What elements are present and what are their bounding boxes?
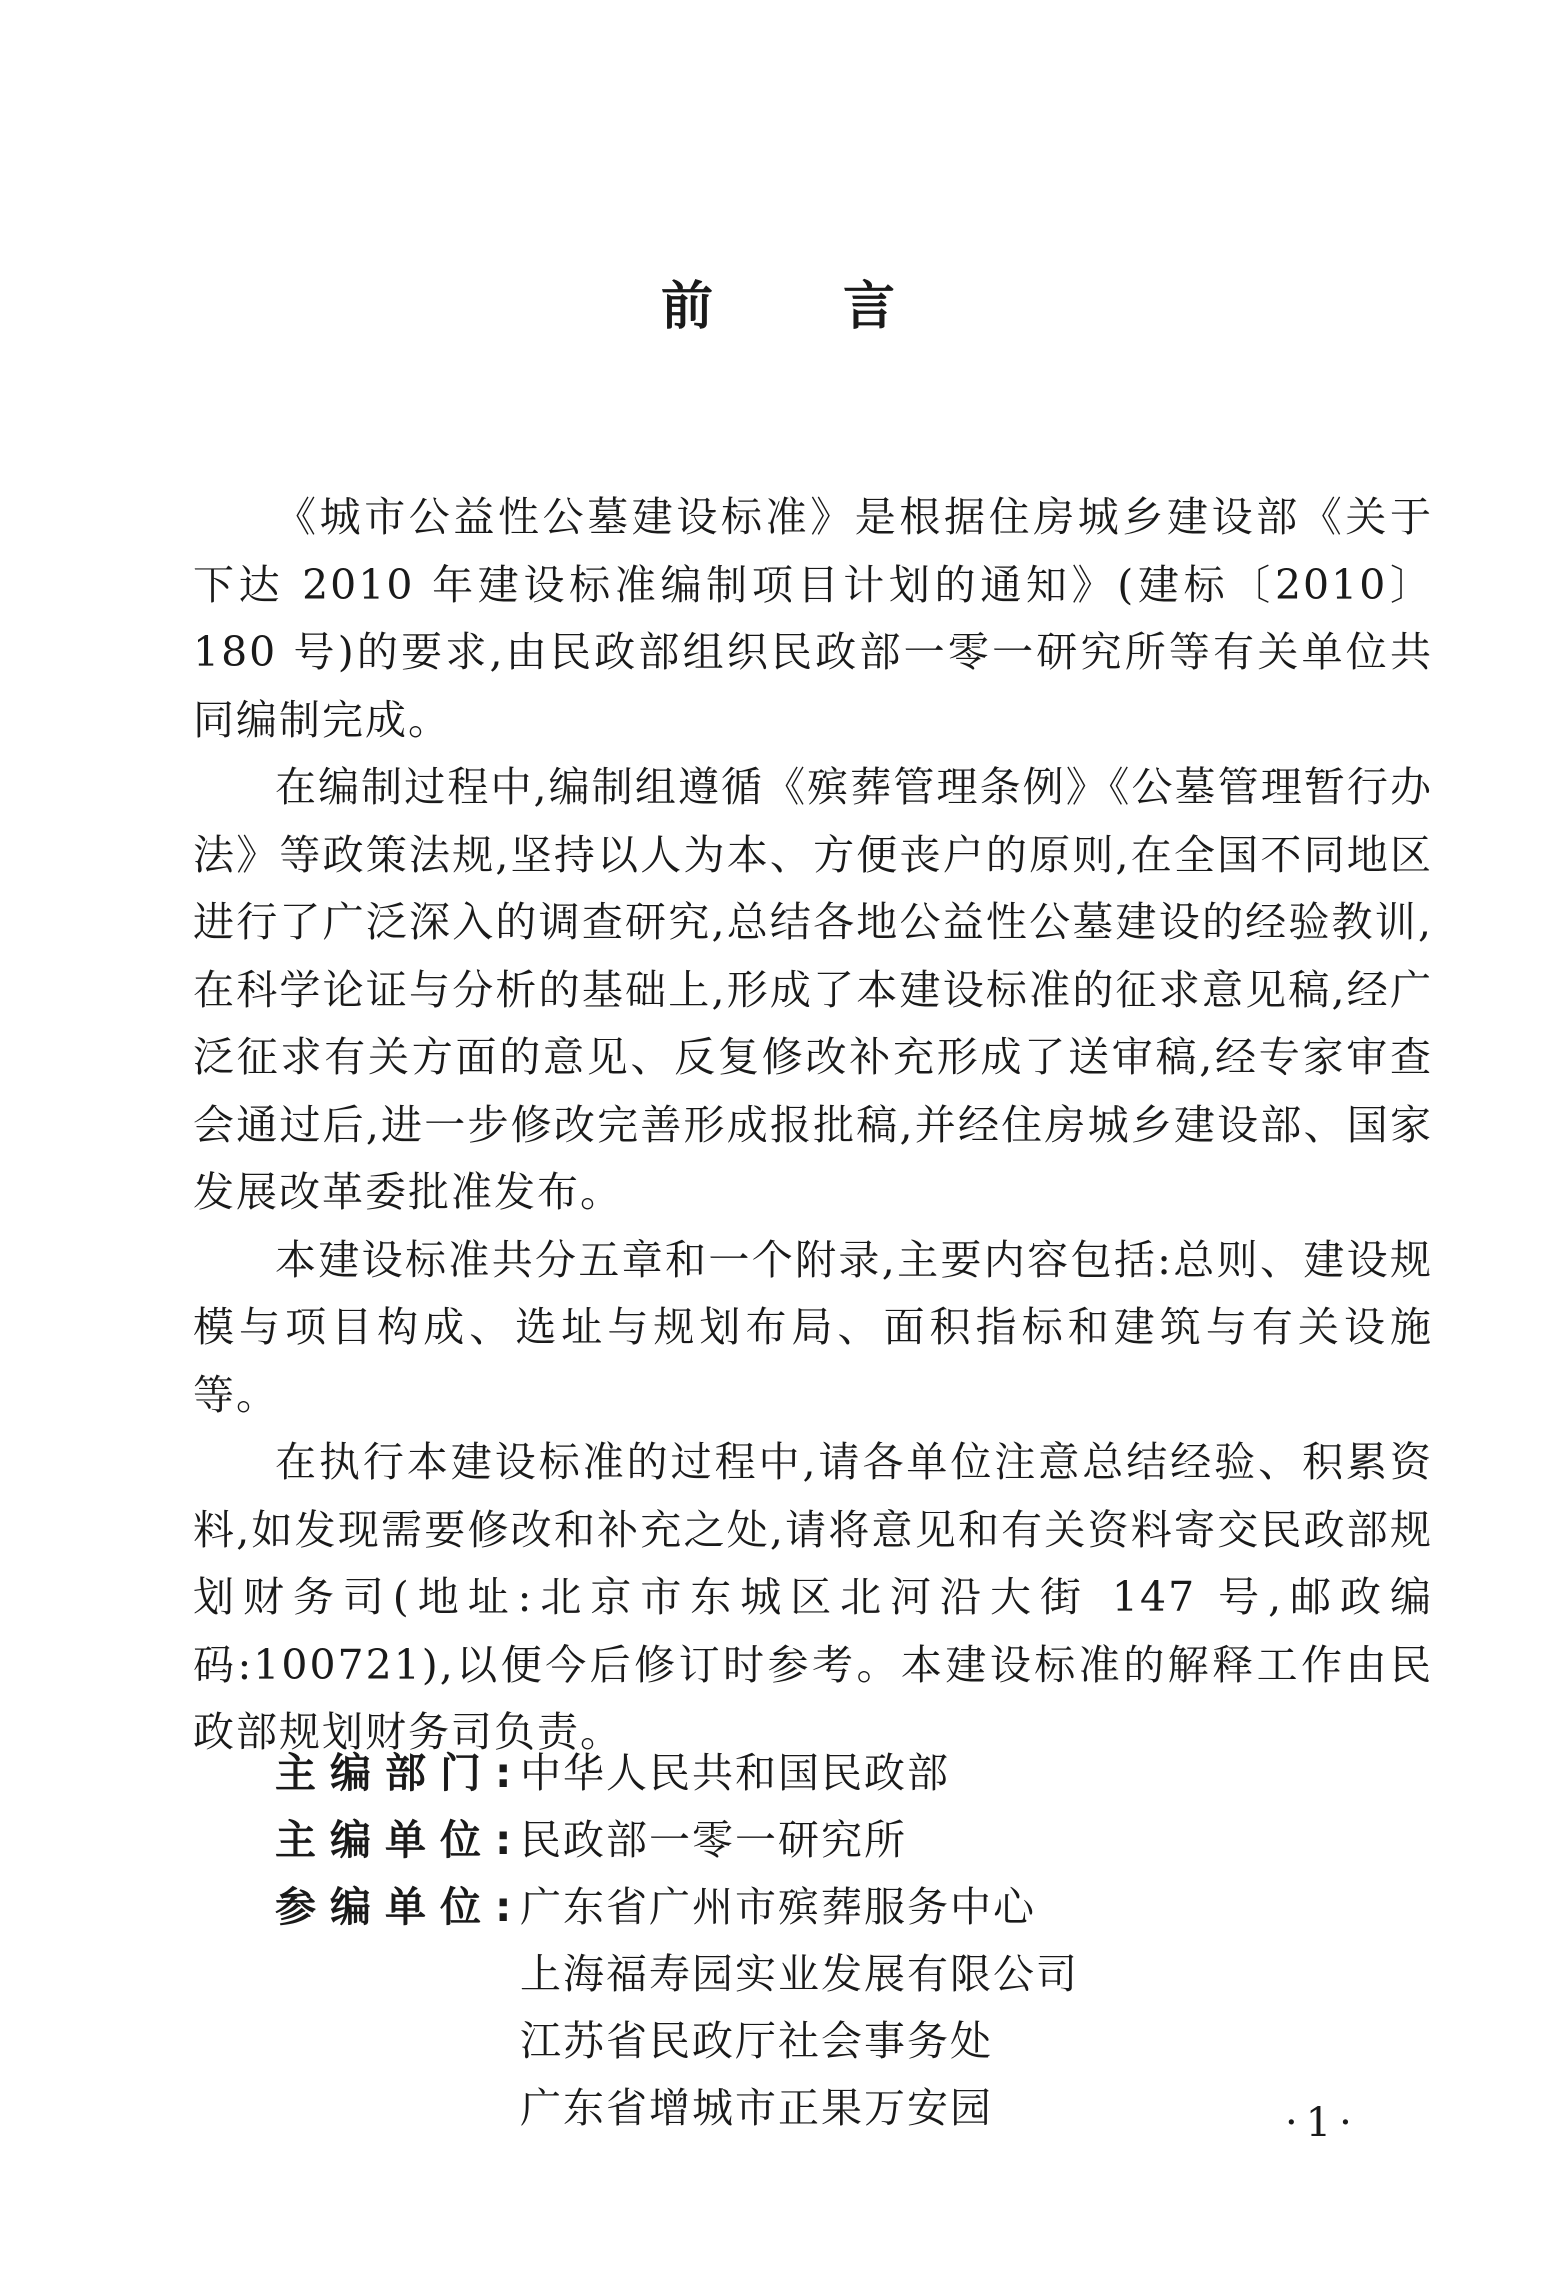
paragraph: 在编制过程中,编制组遵循《殡葬管理条例》《公墓管理暂行办法》等政策法规,坚持以人为本、方便丧户的原则,在全国不同地区进行了广泛深入的调查研究,总结各地公益性公墓建设的经验教训,在科学论证与分析的基础上,形成了本建设标准的征求意见稿,经广泛征求有关方面的意见、反复修改补充形成了送审稿,经专家审查会通过后,进一步修改完善形成报批稿,并经住房城乡建设部、国家发展改革委批准发布。	[193, 763, 1433, 1216]
chief-unit-value: 民政部一零一研究所	[520, 1816, 907, 1864]
participating-unit: 广东省增城市正果万安园	[520, 2084, 993, 2132]
participating-unit: 广东省广州市殡葬服务中心	[520, 1883, 1036, 1931]
preface-body	[193, 484, 1433, 1767]
credits-block	[275, 1740, 1435, 2142]
participating-unit: 上海福寿园实业发展有限公司	[520, 1950, 1079, 1998]
participating-unit: 江苏省民政厅社会事务处	[520, 2017, 993, 2065]
participating-units-row	[275, 1874, 1435, 2142]
chief-department-label: 主编部门:	[275, 1749, 526, 1797]
participating-units-list	[520, 1874, 1079, 2142]
page-number: ·1·	[1285, 2100, 1360, 2146]
chief-unit-row	[275, 1807, 1435, 1874]
paragraph: 在执行本建设标准的过程中,请各单位注意总结经验、积累资料,如发现需要修改和补充之处,请将意见和有关资料寄交民政部规划财务司(地址:北京市东城区北河沿大街 147 号,邮政编码:100721),以便今后修订时参考。本建设标准的解释工作由民政部规划财务司负责。	[193, 1438, 1433, 1756]
chief-department-row	[275, 1740, 1435, 1807]
participating-units-label: 参编单位:	[275, 1883, 526, 1931]
paragraph: 《城市公益性公墓建设标准》是根据住房城乡建设部《关于下达 2010 年建设标准编制项目计划的通知》(建标〔2010〕180 号)的要求,由民政部组织民政部一零一研究所等有关单位共同编制完成。	[193, 493, 1433, 744]
chief-department-value: 中华人民共和国民政部	[520, 1749, 950, 1797]
chief-unit-label: 主编单位:	[275, 1816, 526, 1864]
page-title: 前言	[660, 277, 1025, 337]
paragraph: 本建设标准共分五章和一个附录,主要内容包括:总则、建设规模与项目构成、选址与规划布局、面积指标和建筑与有关设施等。	[193, 1235, 1433, 1419]
